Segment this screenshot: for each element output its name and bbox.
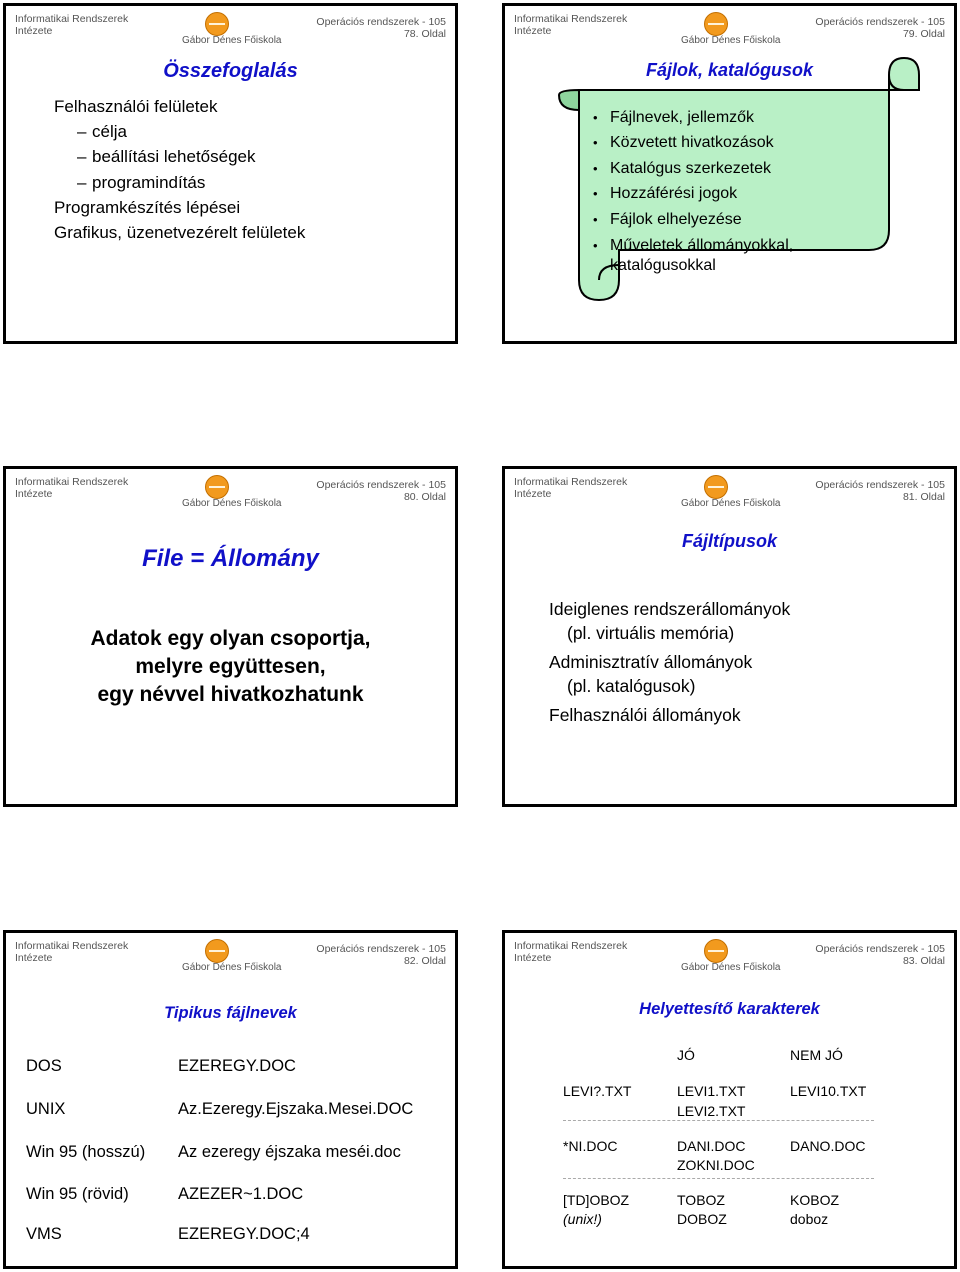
bullet-item: • Fájlnevek, jellemzők — [610, 109, 754, 127]
row-separator — [563, 1178, 874, 1179]
wildcard-note: (unix!) — [563, 1211, 602, 1227]
institute-line2: Intézete — [514, 952, 552, 964]
os-name: Win 95 (hosszú) — [26, 1143, 146, 1161]
matching-name: LEVI1.TXT — [677, 1083, 746, 1099]
college-name: Gábor Dénes Főiskola — [681, 498, 781, 509]
slide-header-institute — [514, 13, 627, 37]
os-name: Win 95 (rövid) — [26, 1185, 129, 1203]
institute-line2: Intézete — [15, 25, 53, 37]
bullet-item-continuation: katalógusokkal — [610, 257, 716, 274]
bullet-item: • Műveletek állományokkal, — [610, 237, 793, 255]
example-filename: Az.Ezeregy.Ejszaka.Mesei.DOC — [178, 1100, 414, 1118]
matching-name: DANI.DOC — [677, 1138, 746, 1154]
summary-subitem-text: beállítási lehetőségek — [92, 147, 256, 166]
course-name: Operációs rendszerek - 105 — [815, 16, 945, 28]
definition-line: Adatok egy olyan csoportja, — [90, 627, 371, 650]
college-name: Gábor Dénes Főiskola — [182, 962, 282, 973]
slide-80 — [3, 466, 458, 807]
institute-line1: Informatikai Rendszerek — [15, 940, 129, 952]
page-number: 78. Oldal — [403, 28, 446, 40]
dash: – — [77, 122, 87, 141]
college-logo-icon — [205, 475, 229, 499]
definition-line: melyre együttesen, — [135, 655, 326, 678]
bullet-item: • Hozzáférési jogok — [610, 185, 737, 203]
slide-title: Összefoglalás — [163, 60, 298, 82]
slide-header-page — [815, 16, 945, 40]
slide-81 — [502, 466, 957, 807]
institute-line1: Informatikai Rendszerek — [15, 13, 129, 25]
scroll-banner-icon — [539, 50, 929, 310]
slide-header-institute — [15, 13, 128, 37]
page-number: 79. Oldal — [902, 28, 945, 40]
slide-79 — [502, 3, 957, 344]
slide-82 — [3, 930, 458, 1269]
college-name: Gábor Dénes Főiskola — [182, 35, 282, 46]
institute-line2: Intézete — [514, 488, 552, 500]
file-type-line: (pl. katalógusok) — [567, 676, 696, 696]
college-logo-icon — [704, 12, 728, 36]
summary-item: Grafikus, üzenetvezérelt felületek — [54, 223, 306, 242]
file-type-line: (pl. virtuális memória) — [567, 623, 735, 643]
course-name: Operációs rendszerek - 105 — [815, 479, 945, 491]
os-name: DOS — [26, 1057, 62, 1075]
example-filename: AZEZER~1.DOC — [178, 1185, 304, 1203]
example-filename: EZEREGY.DOC — [178, 1057, 296, 1075]
course-name: Operációs rendszerek - 105 — [316, 943, 446, 955]
slide-header-institute — [514, 940, 627, 964]
college-name: Gábor Dénes Főiskola — [182, 498, 282, 509]
slide-header-page — [815, 479, 945, 503]
slide-header-institute — [514, 476, 627, 500]
non-matching-name: KOBOZ — [790, 1192, 840, 1208]
wildcard-pattern: *NI.DOC — [563, 1138, 618, 1154]
os-name: UNIX — [26, 1100, 66, 1118]
slide-header-page — [316, 479, 446, 503]
college-logo-icon — [205, 939, 229, 963]
file-type-line: Felhasználói állományok — [549, 705, 741, 725]
definition-line: egy névvel hivatkozhatunk — [97, 683, 364, 706]
college-logo-icon — [704, 939, 728, 963]
wildcard-pattern: LEVI?.TXT — [563, 1083, 632, 1099]
column-header-not-ok: NEM JÓ — [790, 1047, 843, 1063]
example-filename: EZEREGY.DOC;4 — [178, 1225, 310, 1243]
example-filename: Az ezeregy éjszaka meséi.doc — [178, 1143, 401, 1161]
page-number: 80. Oldal — [403, 491, 446, 503]
slide-header-page — [815, 943, 945, 967]
institute-line2: Intézete — [15, 952, 53, 964]
slide-83 — [502, 930, 957, 1269]
slide-header-institute — [15, 476, 128, 500]
file-type-line: Adminisztratív állományok — [549, 652, 753, 672]
summary-item: Felhasználói felületek — [54, 97, 218, 116]
institute-line1: Informatikai Rendszerek — [514, 940, 628, 952]
college-name: Gábor Dénes Főiskola — [681, 962, 781, 973]
slide-header-page — [316, 16, 446, 40]
slide-title: Helyettesítő karakterek — [639, 1000, 820, 1018]
institute-line2: Intézete — [514, 25, 552, 37]
slide-title: Tipikus fájlnevek — [164, 1004, 297, 1022]
bullet-item: • Katalógus szerkezetek — [610, 160, 771, 178]
summary-subitem-text: programindítás — [92, 173, 206, 192]
non-matching-name: DANO.DOC — [790, 1138, 866, 1154]
slide-title: Fájltípusok — [681, 531, 777, 551]
slide-78 — [3, 3, 458, 344]
slide-title: File = Állomány — [142, 545, 319, 572]
summary-subitem — [77, 122, 127, 142]
slide-title: Fájlok, katalógusok — [645, 60, 814, 80]
dash: – — [77, 173, 87, 192]
file-type-line: Ideiglenes rendszerállományok — [549, 599, 791, 619]
matching-name: ZOKNI.DOC — [677, 1157, 755, 1173]
college-logo-icon — [704, 475, 728, 499]
matching-name: DOBOZ — [677, 1211, 727, 1227]
slide-header-page — [316, 943, 446, 967]
row-separator — [563, 1120, 874, 1121]
institute-line1: Informatikai Rendszerek — [15, 476, 129, 488]
course-name: Operációs rendszerek - 105 — [316, 479, 446, 491]
course-name: Operációs rendszerek - 105 — [815, 943, 945, 955]
summary-subitem — [77, 173, 206, 193]
page-number: 82. Oldal — [403, 955, 446, 967]
matching-name: LEVI2.TXT — [677, 1103, 746, 1119]
institute-line1: Informatikai Rendszerek — [514, 476, 628, 488]
institute-line2: Intézete — [15, 488, 53, 500]
page-number: 83. Oldal — [902, 955, 945, 967]
summary-subitem — [77, 147, 256, 167]
bullet-item: • Közvetett hivatkozások — [610, 134, 774, 152]
wildcard-pattern: [TD]OBOZ — [563, 1192, 630, 1208]
college-logo-icon — [205, 12, 229, 36]
summary-subitem-text: célja — [92, 122, 127, 141]
institute-line1: Informatikai Rendszerek — [514, 13, 628, 25]
non-matching-name: LEVI10.TXT — [790, 1083, 867, 1099]
college-name: Gábor Dénes Főiskola — [681, 35, 781, 46]
course-name: Operációs rendszerek - 105 — [316, 16, 446, 28]
column-header-ok: JÓ — [677, 1047, 695, 1063]
matching-name: TOBOZ — [677, 1192, 725, 1208]
summary-item: Programkészítés lépései — [54, 198, 241, 217]
slide-header-institute — [15, 940, 128, 964]
bullet-item: • Fájlok elhelyezése — [610, 211, 742, 229]
page-number: 81. Oldal — [902, 491, 945, 503]
dash: – — [77, 147, 87, 166]
non-matching-name: doboz — [790, 1211, 829, 1227]
os-name: VMS — [26, 1225, 62, 1243]
